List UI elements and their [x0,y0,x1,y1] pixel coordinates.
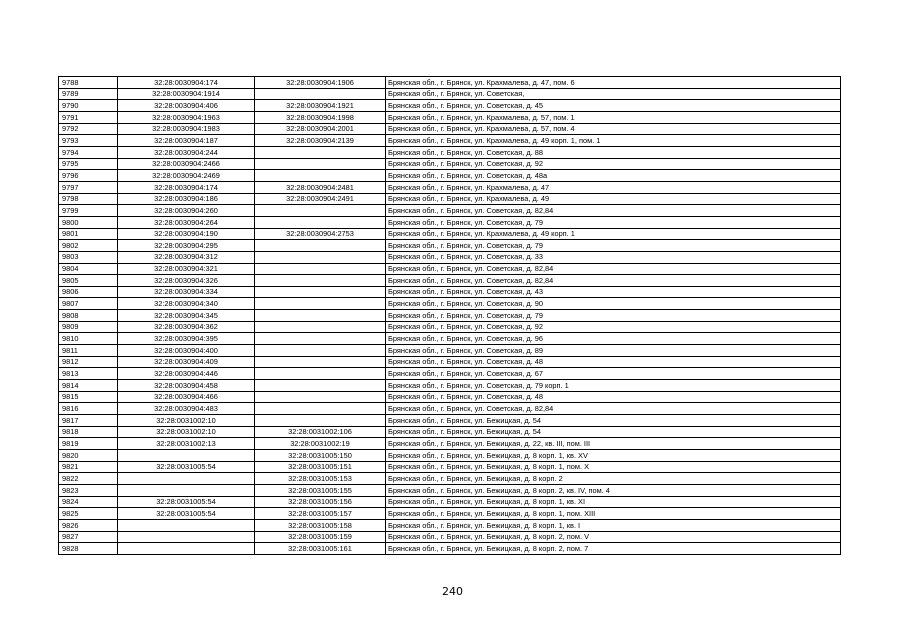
row-number-cell: 9813 [59,368,118,380]
cadastral-number-cell [118,484,255,496]
row-number-cell: 9791 [59,111,118,123]
row-number-cell: 9811 [59,345,118,357]
table-row [59,473,841,485]
room-cadastral-number-cell [255,321,386,333]
row-number-cell: 9812 [59,356,118,368]
address-cell: Брянская обл., г. Брянск, ул. Советская, [386,88,841,100]
room-cadastral-number-cell [255,146,386,158]
cadastral-number-cell: 32:28:0031005:54 [118,461,255,473]
row-number-cell: 9819 [59,438,118,450]
row-number-cell: 9795 [59,158,118,170]
room-cadastral-number-cell: 32:28:0030904:2001 [255,123,386,135]
room-cadastral-number-cell: 32:28:0030904:2481 [255,181,386,193]
table-row [59,496,841,508]
cadastral-number-cell [118,450,255,462]
address-cell: Брянская обл., г. Брянск, ул. Крахмалева, д. 57, пом. 4 [386,123,841,135]
cadastral-number-cell: 32:28:0030904:244 [118,146,255,158]
table-row [59,100,841,112]
address-cell: Брянская обл., г. Брянск, ул. Советская, д. 79 [386,216,841,228]
table-row [59,415,841,427]
table-row [59,286,841,298]
table-row [59,450,841,462]
room-cadastral-number-cell: 32:28:0030904:2491 [255,193,386,205]
address-cell: Брянская обл., г. Брянск, ул. Советская, д. 92 [386,321,841,333]
cadastral-number-cell: 32:28:0030904:340 [118,298,255,310]
address-cell: Брянская обл., г. Брянск, ул. Бежицкая, д. 8 корп. 1, пом. X [386,461,841,473]
cadastral-number-cell: 32:28:0030904:2466 [118,158,255,170]
room-cadastral-number-cell [255,240,386,252]
cadastral-number-cell: 32:28:0031002:13 [118,438,255,450]
table-row [59,519,841,531]
table-row [59,321,841,333]
cadastral-number-cell: 32:28:0031005:54 [118,496,255,508]
cadastral-number-cell: 32:28:0030904:483 [118,403,255,415]
table-row [59,170,841,182]
cadastral-number-cell: 32:28:0031002:10 [118,415,255,427]
address-cell: Брянская обл., г. Брянск, ул. Советская, д. 79 корп. 1 [386,380,841,392]
row-number-cell: 9809 [59,321,118,333]
room-cadastral-number-cell: 32:28:0031005:156 [255,496,386,508]
room-cadastral-number-cell [255,205,386,217]
table-row [59,216,841,228]
table-row [59,123,841,135]
row-number-cell: 9792 [59,123,118,135]
cadastral-number-cell: 32:28:0030904:186 [118,193,255,205]
address-cell: Брянская обл., г. Брянск, ул. Советская, д. 90 [386,298,841,310]
room-cadastral-number-cell: 32:28:0031005:153 [255,473,386,485]
table-row [59,368,841,380]
table-row [59,356,841,368]
room-cadastral-number-cell [255,403,386,415]
room-cadastral-number-cell [255,216,386,228]
cadastral-number-cell: 32:28:0030904:190 [118,228,255,240]
row-number-cell: 9820 [59,450,118,462]
row-number-cell: 9808 [59,310,118,322]
row-number-cell: 9801 [59,228,118,240]
cadastral-number-cell: 32:28:0030904:334 [118,286,255,298]
table-row [59,298,841,310]
table-row [59,135,841,147]
table-row [59,543,841,555]
table-row [59,391,841,403]
cadastral-number-cell: 32:28:0030904:312 [118,251,255,263]
row-number-cell: 9818 [59,426,118,438]
table-row [59,146,841,158]
room-cadastral-number-cell [255,286,386,298]
cadastral-number-cell: 32:28:0031005:54 [118,508,255,520]
table-row [59,88,841,100]
address-cell: Брянская обл., г. Брянск, ул. Бежицкая, д. 8 корп. 2, кв. IV, пом. 4 [386,484,841,496]
room-cadastral-number-cell [255,263,386,275]
room-cadastral-number-cell: 32:28:0031002:19 [255,438,386,450]
room-cadastral-number-cell: 32:28:0031005:150 [255,450,386,462]
address-cell: Брянская обл., г. Брянск, ул. Бежицкая, д. 8 корп. 1, пом. XIII [386,508,841,520]
cadastral-number-cell [118,473,255,485]
cadastral-number-cell: 32:28:0030904:1914 [118,88,255,100]
cadastral-number-cell: 32:28:0030904:260 [118,205,255,217]
address-cell: Брянская обл., г. Брянск, ул. Бежицкая, д. 8 корп. 1, кв. XI [386,496,841,508]
cadastral-number-cell: 32:28:0030904:326 [118,275,255,287]
cadastral-number-cell: 32:28:0030904:400 [118,345,255,357]
row-number-cell: 9800 [59,216,118,228]
cadastral-number-cell: 32:28:0030904:1983 [118,123,255,135]
cadastral-number-cell [118,543,255,555]
room-cadastral-number-cell: 32:28:0030904:1906 [255,77,386,89]
address-cell: Брянская обл., г. Брянск, ул. Крахмалева, д. 57, пом. 1 [386,111,841,123]
room-cadastral-number-cell [255,391,386,403]
cadastral-number-cell [118,519,255,531]
cadastral-number-cell: 32:28:0030904:174 [118,181,255,193]
row-number-cell: 9793 [59,135,118,147]
cadastral-number-cell: 32:28:0030904:295 [118,240,255,252]
cadastral-number-cell: 32:28:0030904:2469 [118,170,255,182]
row-number-cell: 9821 [59,461,118,473]
room-cadastral-number-cell [255,333,386,345]
address-cell: Брянская обл., г. Брянск, ул. Советская, д. 48 [386,391,841,403]
table-row [59,333,841,345]
registry-table-body [59,77,841,555]
row-number-cell: 9822 [59,473,118,485]
room-cadastral-number-cell [255,356,386,368]
table-row [59,531,841,543]
row-number-cell: 9806 [59,286,118,298]
room-cadastral-number-cell [255,310,386,322]
row-number-cell: 9788 [59,77,118,89]
address-cell: Брянская обл., г. Брянск, ул. Советская, д. 45 [386,100,841,112]
address-cell: Брянская обл., г. Брянск, ул. Бежицкая, д. 8 корп. 2, пом. V [386,531,841,543]
address-cell: Брянская обл., г. Брянск, ул. Бежицкая, д. 8 корп. 1, кв. XV [386,450,841,462]
room-cadastral-number-cell: 32:28:0030904:2139 [255,135,386,147]
room-cadastral-number-cell [255,380,386,392]
address-cell: Брянская обл., г. Брянск, ул. Советская, д. 82,84 [386,263,841,275]
room-cadastral-number-cell [255,158,386,170]
table-row [59,438,841,450]
address-cell: Брянская обл., г. Брянск, ул. Советская, д. 33 [386,251,841,263]
row-number-cell: 9816 [59,403,118,415]
cadastral-number-cell: 32:28:0030904:409 [118,356,255,368]
address-cell: Брянская обл., г. Брянск, ул. Советская, д. 79 [386,240,841,252]
address-cell: Брянская обл., г. Брянск, ул. Бежицкая, д. 54 [386,415,841,427]
address-cell: Брянская обл., г. Брянск, ул. Крахмалева, д. 49 корп. 1 [386,228,841,240]
cadastral-number-cell: 32:28:0030904:466 [118,391,255,403]
cadastral-number-cell: 32:28:0030904:406 [118,100,255,112]
room-cadastral-number-cell: 32:28:0031005:159 [255,531,386,543]
row-number-cell: 9817 [59,415,118,427]
table-row [59,251,841,263]
address-cell: Брянская обл., г. Брянск, ул. Советская, д. 88 [386,146,841,158]
room-cadastral-number-cell [255,251,386,263]
row-number-cell: 9824 [59,496,118,508]
cadastral-number-cell: 32:28:0030904:345 [118,310,255,322]
row-number-cell: 9798 [59,193,118,205]
room-cadastral-number-cell: 32:28:0030904:1998 [255,111,386,123]
room-cadastral-number-cell [255,170,386,182]
address-cell: Брянская обл., г. Брянск, ул. Бежицкая, д. 22, кв. III, пом. III [386,438,841,450]
address-cell: Брянская обл., г. Брянск, ул. Бежицкая, д. 8 корп. 2, пом. 7 [386,543,841,555]
address-cell: Брянская обл., г. Брянск, ул. Советская, д. 96 [386,333,841,345]
address-cell: Брянская обл., г. Брянск, ул. Советская, д. 48 [386,356,841,368]
row-number-cell: 9827 [59,531,118,543]
room-cadastral-number-cell: 32:28:0031005:161 [255,543,386,555]
table-row [59,181,841,193]
row-number-cell: 9828 [59,543,118,555]
row-number-cell: 9826 [59,519,118,531]
row-number-cell: 9814 [59,380,118,392]
row-number-cell: 9797 [59,181,118,193]
room-cadastral-number-cell [255,368,386,380]
table-row [59,403,841,415]
address-cell: Брянская обл., г. Брянск, ул. Бежицкая, д. 8 корп. 1, кв. I [386,519,841,531]
room-cadastral-number-cell: 32:28:0031005:157 [255,508,386,520]
cadastral-number-cell: 32:28:0030904:1963 [118,111,255,123]
room-cadastral-number-cell: 32:28:0031005:155 [255,484,386,496]
row-number-cell: 9807 [59,298,118,310]
table-row [59,461,841,473]
row-number-cell: 9790 [59,100,118,112]
address-cell: Брянская обл., г. Брянск, ул. Советская, д. 89 [386,345,841,357]
address-cell: Брянская обл., г. Брянск, ул. Советская, д. 67 [386,368,841,380]
row-number-cell: 9805 [59,275,118,287]
address-cell: Брянская обл., г. Брянск, ул. Бежицкая, д. 8 корп. 2 [386,473,841,485]
address-cell: Брянская обл., г. Брянск, ул. Крахмалева, д. 47 [386,181,841,193]
row-number-cell: 9789 [59,88,118,100]
room-cadastral-number-cell [255,345,386,357]
address-cell: Брянская обл., г. Брянск, ул. Советская, д. 82,84 [386,403,841,415]
cadastral-number-cell: 32:28:0030904:458 [118,380,255,392]
table-row [59,345,841,357]
row-number-cell: 9804 [59,263,118,275]
table-row [59,484,841,496]
table-row [59,205,841,217]
address-cell: Брянская обл., г. Брянск, ул. Советская, д. 43 [386,286,841,298]
table-row [59,426,841,438]
cadastral-number-cell: 32:28:0030904:362 [118,321,255,333]
row-number-cell: 9810 [59,333,118,345]
address-cell: Брянская обл., г. Брянск, ул. Советская, д. 82,84 [386,205,841,217]
row-number-cell: 9823 [59,484,118,496]
table-row [59,263,841,275]
page-number: 240 [442,585,463,598]
address-cell: Брянская обл., г. Брянск, ул. Крахмалева, д. 49 корп. 1, пом. 1 [386,135,841,147]
address-cell: Брянская обл., г. Брянск, ул. Крахмалева, д. 49 [386,193,841,205]
table-row [59,380,841,392]
room-cadastral-number-cell: 32:28:0031005:151 [255,461,386,473]
table-row [59,193,841,205]
table-row [59,228,841,240]
table-row [59,240,841,252]
cadastral-number-cell: 32:28:0030904:264 [118,216,255,228]
room-cadastral-number-cell: 32:28:0031002:106 [255,426,386,438]
cadastral-number-cell: 32:28:0030904:174 [118,77,255,89]
cadastral-number-cell: 32:28:0030904:395 [118,333,255,345]
row-number-cell: 9802 [59,240,118,252]
room-cadastral-number-cell: 32:28:0031005:158 [255,519,386,531]
cadastral-number-cell: 32:28:0031002:10 [118,426,255,438]
address-cell: Брянская обл., г. Брянск, ул. Крахмалева, д. 47, пом. 6 [386,77,841,89]
row-number-cell: 9825 [59,508,118,520]
table-row [59,310,841,322]
room-cadastral-number-cell [255,415,386,427]
address-cell: Брянская обл., г. Брянск, ул. Советская, д. 92 [386,158,841,170]
row-number-cell: 9794 [59,146,118,158]
row-number-cell: 9815 [59,391,118,403]
table-row [59,275,841,287]
table-row [59,508,841,520]
room-cadastral-number-cell: 32:28:0030904:1921 [255,100,386,112]
room-cadastral-number-cell [255,298,386,310]
address-cell: Брянская обл., г. Брянск, ул. Советская, д. 48а [386,170,841,182]
room-cadastral-number-cell [255,88,386,100]
registry-table [58,76,841,555]
cadastral-number-cell: 32:28:0030904:187 [118,135,255,147]
cadastral-number-cell: 32:28:0030904:446 [118,368,255,380]
address-cell: Брянская обл., г. Брянск, ул. Советская, д. 79 [386,310,841,322]
cadastral-number-cell: 32:28:0030904:321 [118,263,255,275]
row-number-cell: 9796 [59,170,118,182]
room-cadastral-number-cell: 32:28:0030904:2753 [255,228,386,240]
table-row [59,111,841,123]
room-cadastral-number-cell [255,275,386,287]
address-cell: Брянская обл., г. Брянск, ул. Советская, д. 82,84 [386,275,841,287]
table-row [59,77,841,89]
address-cell: Брянская обл., г. Брянск, ул. Бежицкая, д. 54 [386,426,841,438]
row-number-cell: 9803 [59,251,118,263]
cadastral-number-cell [118,531,255,543]
row-number-cell: 9799 [59,205,118,217]
table-row [59,158,841,170]
